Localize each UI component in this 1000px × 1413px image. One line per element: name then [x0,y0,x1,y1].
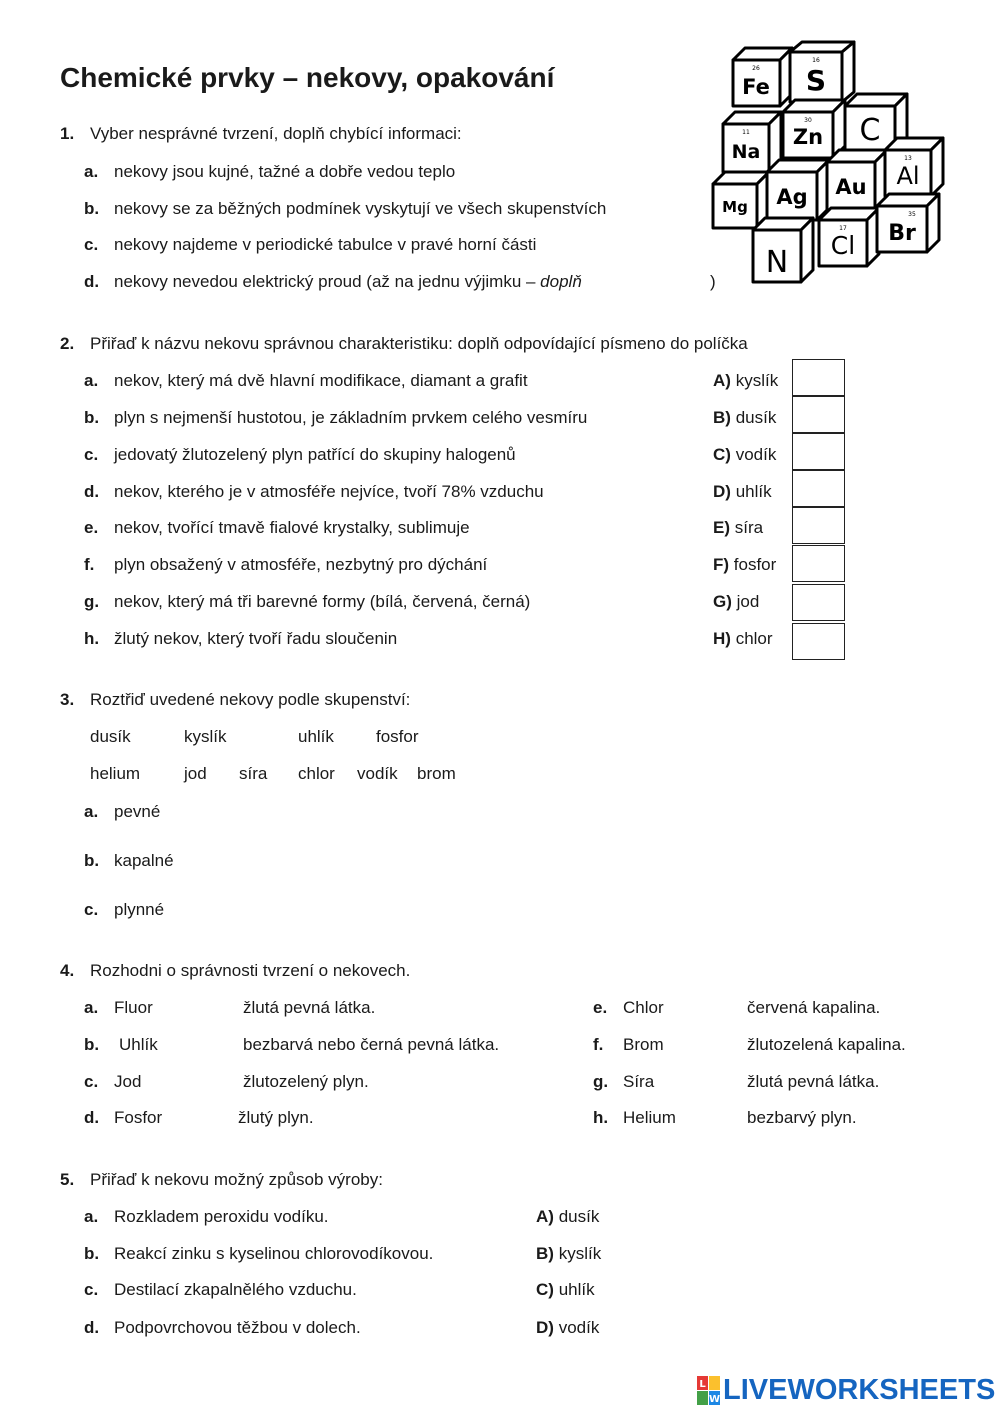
q4-item-c-desc[interactable]: žlutozelený plyn. [243,1072,369,1091]
q2-option-a: A) kyslík [713,371,779,390]
q4-item-e-name: Chlor [623,998,664,1017]
tile-number-zn: 30 [804,117,812,124]
q1-item-d-close: ) [710,272,716,291]
q4-item-f-name: Brom [623,1035,664,1054]
tile-c: C [859,113,881,148]
q5-item-d-text[interactable]: Podpovrchovou těžbou v dolech. [114,1318,361,1337]
tile-mg: Mg [722,198,748,216]
svg-text:L: L [699,1379,706,1390]
q3-item-b-letter: b. [84,851,100,870]
svg-text:W: W [708,1394,721,1405]
q2-option-d: D) uhlík [713,482,772,501]
tile-number-na: 11 [742,129,750,136]
q4-item-c-name: Jod [114,1072,142,1091]
q1-item-b-letter: b. [84,199,100,218]
q2-number: 2. [60,334,75,353]
tile-cl: Cl [830,231,856,260]
q2-answer-box-f[interactable] [792,545,845,582]
q2-answer-box-d[interactable] [792,470,845,507]
q2-item-g-text: nekov, který má tři barevné formy (bílá, červená, černá) [114,592,531,611]
q5-item-d-letter: d. [84,1318,100,1337]
q1-instruction: Vyber nesprávné tvrzení, doplň chybící informaci: [90,124,462,143]
q2-item-c-text: jedovatý žlutozelený plyn patřící do skupiny halogenů [114,445,516,464]
q3-instruction: Roztřiď uvedené nekovy podle skupenství: [90,690,411,709]
q3-word-fosfor[interactable]: fosfor [376,727,419,746]
tile-number-al: 13 [904,155,912,162]
q4-item-h-desc[interactable]: bezbarvý plyn. [747,1108,857,1127]
q2-item-f-text: plyn obsažený v atmosféře, nezbytný pro dýchání [114,555,488,574]
q1-item-a-letter: a. [84,162,99,181]
q3-word-sira[interactable]: síra [239,764,268,783]
q3-item-c-text: plynné [114,900,165,919]
q3-number: 3. [60,690,75,709]
q2-option-h: H) chlor [713,629,773,648]
q5-option-d[interactable]: D) vodík [536,1318,600,1337]
q2-item-b-letter: b. [84,408,100,427]
q1-item-c-text[interactable]: nekovy najdeme v periodické tabulce v pravé horní části [114,235,537,254]
q5-item-b-text[interactable]: Reakcí zinku s kyselinou chlorovodíkovou. [114,1244,434,1263]
q5-item-a-text[interactable]: Rozkladem peroxidu vodíku. [114,1207,329,1226]
q4-item-d-desc[interactable]: žlutý plyn. [238,1108,314,1127]
q5-item-c-letter: c. [84,1280,99,1299]
tile-number-br: 35 [908,211,916,218]
q2-option-c: C) vodík [713,445,777,464]
q2-item-h-text: žlutý nekov, který tvoří řadu sloučenin [114,629,398,648]
q5-number: 5. [60,1170,75,1189]
q4-item-b-desc[interactable]: bezbarvá nebo černá pevná látka. [243,1035,500,1054]
q4-number: 4. [60,961,75,980]
q4-item-a-name: Fluor [114,998,153,1017]
q5-item-b-letter: b. [84,1244,100,1263]
q5-option-b[interactable]: B) kyslík [536,1244,602,1263]
q3-word-helium[interactable]: helium [90,764,141,783]
q3-word-vodik[interactable]: vodík [357,764,398,783]
q5-item-c-text[interactable]: Destilací zkapalnělého vzduchu. [114,1280,357,1299]
tile-na: Na [731,141,761,163]
q1-item-d-italic: doplň [540,272,582,291]
q4-item-c-letter: c. [84,1072,99,1091]
q1-item-b-text[interactable]: nekovy se za běžných podmínek vyskytují ve všech skupenstvích [114,199,607,218]
q4-item-b-letter: b. [84,1035,100,1054]
q1-item-d-letter: d. [84,272,100,291]
q4-item-a-desc[interactable]: žlutá pevná látka. [243,998,376,1017]
q2-option-e: E) síra [713,518,764,537]
element-cubes-image [705,38,955,290]
q4-item-e-letter: e. [593,998,608,1017]
tile-number-s: 16 [812,57,820,64]
q3-item-a-letter: a. [84,802,99,821]
q1-item-c-letter: c. [84,235,99,254]
q2-option-b: B) dusík [713,408,777,427]
q4-item-e-desc[interactable]: červená kapalina. [747,998,881,1017]
q2-instruction: Přiřaď k názvu nekovu správnou charakteristiku: doplň odpovídající písmeno do políčka [90,334,748,353]
q2-answer-box-a[interactable] [792,359,845,396]
q5-instruction: Přiřaď k nekovu možný způsob výroby: [90,1170,383,1189]
q1-item-d-text[interactable] [114,272,582,292]
q2-option-g: G) jod [713,592,760,611]
q4-item-d-letter: d. [84,1108,100,1127]
q3-word-uhlik[interactable]: uhlík [298,727,334,746]
tile-number-cl: 17 [839,225,847,232]
q4-item-g-desc[interactable]: žlutá pevná látka. [747,1072,880,1091]
tile-au: Au [835,175,867,199]
q2-answer-box-g[interactable] [792,584,845,621]
q2-item-e-text: nekov, tvořící tmavě fialové krystalky, sublimuje [114,518,470,537]
tile-s: S [805,64,827,97]
q3-item-a-text: pevné [114,802,161,821]
tile-ag: Ag [776,185,808,209]
page-title: Chemické prvky – nekovy, opakování [60,62,555,93]
q2-item-a-text: nekov, který má dvě hlavní modifikace, diamant a grafit [114,371,528,390]
tile-al: Al [896,162,920,190]
q3-item-c-letter: c. [84,900,99,919]
tile-zn: Zn [792,125,824,149]
q2-item-d-letter: d. [84,482,100,501]
q2-item-b-text: plyn s nejmenší hustotou, je základním prvkem celého vesmíru [114,408,588,427]
q4-item-f-letter: f. [593,1035,604,1054]
q2-item-f-letter: f. [84,555,95,574]
q2-item-a-letter: a. [84,371,99,390]
q5-option-a[interactable]: A) dusík [536,1207,600,1226]
q4-item-h-letter: h. [593,1108,609,1127]
q1-item-a-text[interactable]: nekovy jsou kujné, tažné a dobře vedou teplo [114,162,456,181]
tile-n: N [765,245,789,280]
q2-item-c-letter: c. [84,445,99,464]
q1-number: 1. [60,124,75,143]
q4-item-g-name: Síra [623,1072,655,1091]
q3-word-jod[interactable]: jod [184,764,207,783]
q3-word-kyslik[interactable]: kyslík [184,727,227,746]
q2-item-d-text: nekov, kterého je v atmosféře nejvíce, tvoří 78% vzduchu [114,482,544,501]
q2-item-h-letter: h. [84,629,100,648]
q3-word-brom[interactable]: brom [417,764,456,783]
q2-answer-box-h[interactable] [792,623,845,660]
q4-item-h-name: Helium [623,1108,676,1127]
q2-item-e-letter: e. [84,518,99,537]
q4-item-g-letter: g. [593,1072,609,1091]
tile-fe: Fe [742,75,770,99]
q2-answer-box-c[interactable] [792,433,845,470]
q3-word-dusik[interactable]: dusík [90,727,131,746]
q5-option-c[interactable]: C) uhlík [536,1280,595,1299]
q1-item-d-main: nekovy nevedou elektrický proud (až na jednu výjimku – [114,272,541,291]
tile-br: Br [888,221,916,246]
q2-answer-box-e[interactable] [792,507,845,544]
q3-item-b-text: kapalné [114,851,174,870]
q2-option-f: F) fosfor [713,555,777,574]
q4-item-d-name: Fosfor [114,1108,163,1127]
q2-answer-box-b[interactable] [792,396,845,433]
q4-instruction: Rozhodni o správnosti tvrzení o nekovech. [90,961,411,980]
liveworksheets-brand[interactable]: LIVEWORKSHEETS [723,1374,996,1406]
tile-number-fe: 26 [752,65,760,72]
q4-item-a-letter: a. [84,998,99,1017]
q3-word-chlor[interactable]: chlor [298,764,335,783]
q4-item-f-desc[interactable]: žlutozelená kapalina. [747,1035,906,1054]
liveworksheets-logo-icon [697,1376,721,1406]
q5-item-a-letter: a. [84,1207,99,1226]
q2-item-g-letter: g. [84,592,100,611]
q4-item-b-name: Uhlík [119,1035,158,1054]
